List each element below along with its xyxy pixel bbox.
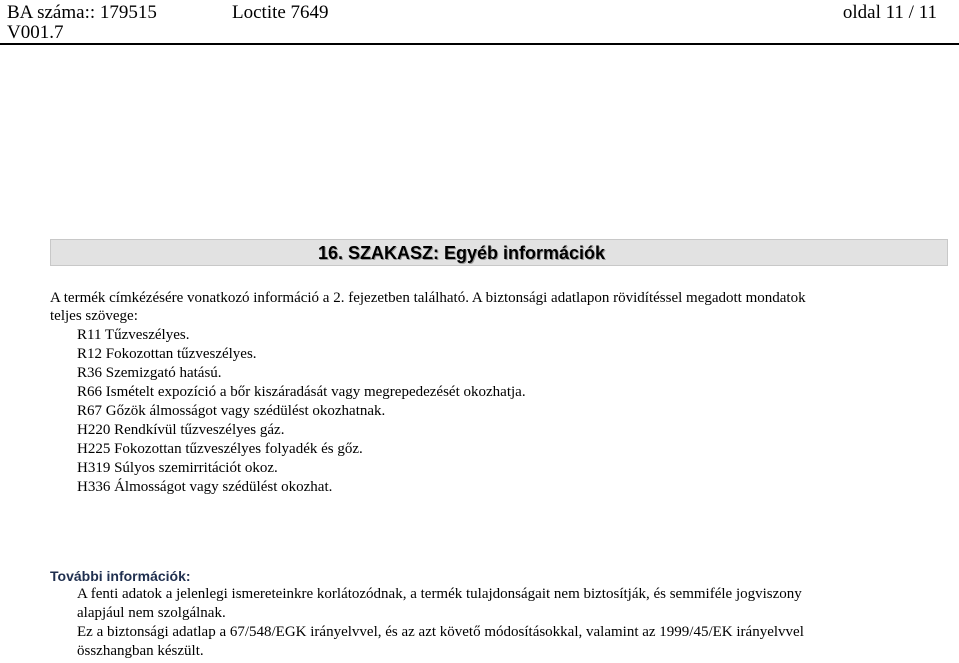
header-divider [0,43,959,45]
page-number: oldal 11 / 11 [842,2,937,23]
hazard-phrase: R12 Fokozottan tűzveszélyes. [77,346,257,362]
hazard-phrase: R66 Ismételt expozíció a bőr kiszáradását vagy megrepedezését okozhatja. [77,384,526,400]
hazard-phrase: R11 Tűzveszélyes. [77,327,190,343]
ba-number: BA száma:: 179515 [7,2,157,23]
more-info-line: összhangban készült. [77,643,204,659]
hazard-phrase-list [77,326,526,497]
more-info-line: A fenti adatok a jelenlegi ismereteinkre korlátozódnak, a termék tulajdonságait nem biztosítják, és semmiféle jogviszony [77,586,802,602]
hazard-phrase: H220 Rendkívül tűzveszélyes gáz. [77,422,285,438]
more-info-line: alapjául nem szolgálnak. [77,605,226,621]
more-info-heading: További információk: [50,568,191,584]
hazard-phrase: R67 Gőzök álmosságot vagy szédülést okozhatnak. [77,403,386,419]
hazard-phrase: H319 Súlyos szemirritációt okoz. [77,460,278,476]
section-title: 16. SZAKASZ: Egyéb információk [318,243,606,263]
version-number: V001.7 [7,22,64,43]
product-name: Loctite 7649 [232,2,329,23]
hazard-phrase: R36 Szemizgató hatású. [77,365,222,381]
hazard-phrase: H336 Álmosságot vagy szédülést okozhat. [77,479,333,495]
intro-text-line: teljes szövege: [50,308,138,324]
intro-text-line: A termék címkézésére vonatkozó információ a 2. fejezetben található. A biztonsági adatlapon rövidítéssel megadott mondatok [50,290,806,306]
more-info-line: Ez a biztonsági adatlap a 67/548/EGK irányelvvel, és az azt követő módosításokkal, valamint az 1999/45/EK irányelvvel [77,624,804,640]
hazard-phrase: H225 Fokozottan tűzveszélyes folyadék és gőz. [77,441,363,457]
